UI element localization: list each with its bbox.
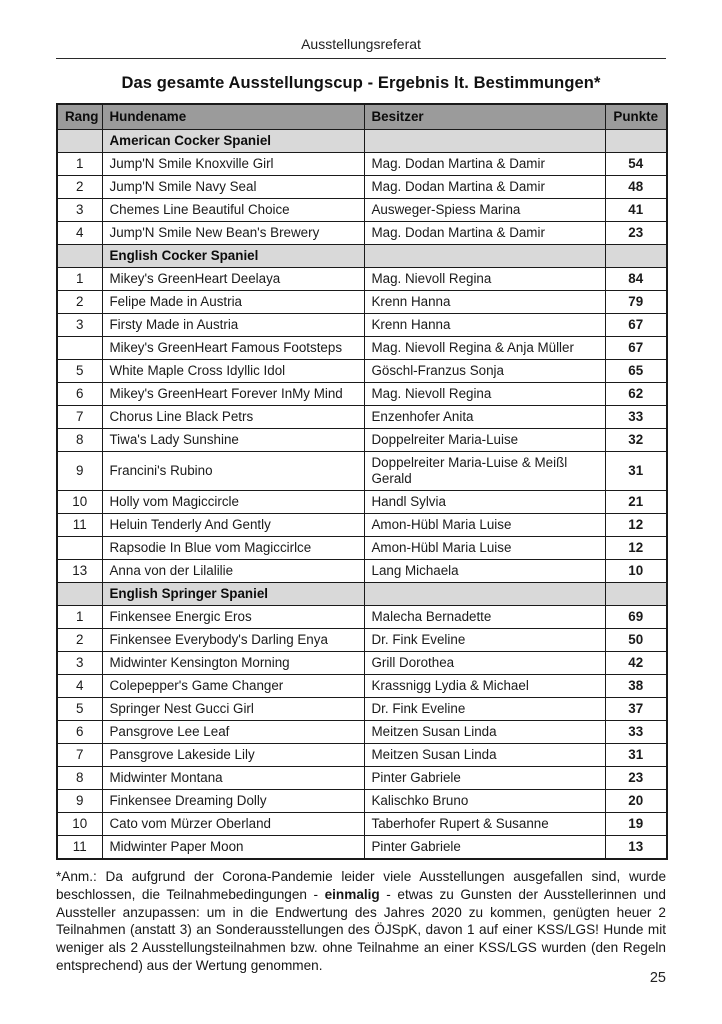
rank-cell: 10 (57, 813, 102, 836)
rank-cell: 10 (57, 491, 102, 514)
rank-cell: 5 (57, 698, 102, 721)
owner-cell: Dr. Fink Eveline (364, 629, 605, 652)
rank-cell: 4 (57, 222, 102, 245)
points-cell: 67 (605, 337, 667, 360)
result-row (57, 199, 667, 222)
owner-cell: Mag. Nievoll Regina (364, 268, 605, 291)
dog-name-cell: Heluin Tenderly And Gently (102, 514, 364, 537)
dog-name-cell: Cato vom Mürzer Oberland (102, 813, 364, 836)
dog-name-cell: Colepepper's Game Changer (102, 675, 364, 698)
points-cell: 23 (605, 767, 667, 790)
dog-name-cell: Finkensee Everybody's Darling Enya (102, 629, 364, 652)
result-row (57, 291, 667, 314)
dog-name-cell: Springer Nest Gucci Girl (102, 698, 364, 721)
points-cell: 67 (605, 314, 667, 337)
section-empty-cell (57, 130, 102, 153)
dog-name-cell: White Maple Cross Idyllic Idol (102, 360, 364, 383)
result-row (57, 176, 667, 199)
result-row (57, 429, 667, 452)
dog-name-cell: Tiwa's Lady Sunshine (102, 429, 364, 452)
rank-cell (57, 537, 102, 560)
dog-name-cell: Firsty Made in Austria (102, 314, 364, 337)
rank-cell: 1 (57, 268, 102, 291)
rank-cell: 9 (57, 452, 102, 491)
owner-cell: Dr. Fink Eveline (364, 698, 605, 721)
points-cell: 79 (605, 291, 667, 314)
result-row (57, 721, 667, 744)
section-empty-cell (364, 245, 605, 268)
points-cell: 32 (605, 429, 667, 452)
section-empty-cell (364, 583, 605, 606)
dog-name-cell: Jump'N Smile Navy Seal (102, 176, 364, 199)
column-header-hundename: Hundename (102, 104, 364, 130)
section-empty-cell (364, 130, 605, 153)
rank-cell: 8 (57, 767, 102, 790)
section-name: American Cocker Spaniel (102, 130, 364, 153)
page-title: Das gesamte Ausstellungscup - Ergebnis lt. Bestimmungen* (121, 74, 601, 92)
section-name: English Cocker Spaniel (102, 245, 364, 268)
result-row (57, 491, 667, 514)
result-row (57, 222, 667, 245)
rank-cell (57, 337, 102, 360)
owner-cell: Mag. Dodan Martina & Damir (364, 153, 605, 176)
section-row-english-springer-spaniel (57, 583, 667, 606)
dog-name-cell: Finkensee Energic Eros (102, 606, 364, 629)
points-cell: 31 (605, 452, 667, 491)
owner-cell: Kalischko Bruno (364, 790, 605, 813)
owner-cell: Krenn Hanna (364, 291, 605, 314)
dog-name-cell: Chorus Line Black Petrs (102, 406, 364, 429)
points-cell: 31 (605, 744, 667, 767)
points-cell: 54 (605, 153, 667, 176)
owner-cell: Göschl-Franzus Sonja (364, 360, 605, 383)
owner-cell: Enzenhofer Anita (364, 406, 605, 429)
result-row (57, 836, 667, 860)
owner-cell: Pinter Gabriele (364, 836, 605, 860)
result-row (57, 537, 667, 560)
dog-name-cell: Felipe Made in Austria (102, 291, 364, 314)
column-header-punkte: Punkte (605, 104, 667, 130)
dog-name-cell: Pansgrove Lakeside Lily (102, 744, 364, 767)
points-cell: 21 (605, 491, 667, 514)
dog-name-cell: Francini's Rubino (102, 452, 364, 491)
owner-cell: Mag. Nievoll Regina & Anja Müller (364, 337, 605, 360)
points-cell: 41 (605, 199, 667, 222)
points-cell: 19 (605, 813, 667, 836)
rank-cell: 4 (57, 675, 102, 698)
rank-cell: 6 (57, 721, 102, 744)
result-row (57, 606, 667, 629)
dog-name-cell: Rapsodie In Blue vom Magiccirlce (102, 537, 364, 560)
footnote (56, 868, 666, 975)
section-name: English Springer Spaniel (102, 583, 364, 606)
owner-cell: Pinter Gabriele (364, 767, 605, 790)
footnote-text-1: *Anm.: Da aufgrund der Corona-Pandemie leider viele Ausstellungen ausgefallen sind, wurde beschlossen, die Teilnahmebedingungen - (56, 869, 666, 902)
dog-name-cell: Chemes Line Beautiful Choice (102, 199, 364, 222)
rank-cell: 1 (57, 606, 102, 629)
owner-cell: Meitzen Susan Linda (364, 744, 605, 767)
owner-cell: Doppelreiter Maria-Luise (364, 429, 605, 452)
section-row-american-cocker-spaniel (57, 130, 667, 153)
points-cell: 37 (605, 698, 667, 721)
section-empty-cell (57, 245, 102, 268)
result-row (57, 698, 667, 721)
points-cell: 42 (605, 652, 667, 675)
result-row (57, 406, 667, 429)
rank-cell: 6 (57, 383, 102, 406)
owner-cell: Taberhofer Rupert & Susanne (364, 813, 605, 836)
section-empty-cell (605, 583, 667, 606)
section-row-english-cocker-spaniel (57, 245, 667, 268)
rank-cell: 7 (57, 406, 102, 429)
results-table (56, 103, 668, 860)
owner-cell: Doppelreiter Maria-Luise & Meißl Gerald (364, 452, 605, 491)
rank-cell: 3 (57, 314, 102, 337)
points-cell: 50 (605, 629, 667, 652)
section-empty-cell (605, 245, 667, 268)
rank-cell: 2 (57, 291, 102, 314)
points-cell: 33 (605, 721, 667, 744)
result-row (57, 268, 667, 291)
dog-name-cell: Midwinter Kensington Morning (102, 652, 364, 675)
results-table-head (57, 104, 667, 130)
dog-name-cell: Mikey's GreenHeart Deelaya (102, 268, 364, 291)
result-row (57, 629, 667, 652)
rank-cell: 2 (57, 629, 102, 652)
points-cell: 12 (605, 537, 667, 560)
points-cell: 20 (605, 790, 667, 813)
rank-cell: 9 (57, 790, 102, 813)
dog-name-cell: Mikey's GreenHeart Forever InMy Mind (102, 383, 364, 406)
owner-cell: Mag. Dodan Martina & Damir (364, 176, 605, 199)
dog-name-cell: Pansgrove Lee Leaf (102, 721, 364, 744)
running-header: Ausstellungsreferat (56, 36, 666, 59)
rank-cell: 3 (57, 199, 102, 222)
owner-cell: Lang Michaela (364, 560, 605, 583)
dog-name-cell: Anna von der Lilalilie (102, 560, 364, 583)
footnote-text-2: - etwas zu Gunsten der Ausstellerinnen und Aussteller anzupassen: um in die Endwertung des Jahres 2020 zu kommen, genügten heuer 2 Teilnahmen (anstatt 3) an Sonderausstellungen des ÖJSpK, davon 1 auf einer KSS/LGS! Hunde mit weniger als 2 Ausstellungsteilnahmen bzw. ohne Teilnahme an einer KSS/LGS wurden (den Regeln entsprechend) aus der Wertung genommen. (56, 886, 666, 973)
owner-cell: Mag. Nievoll Regina (364, 383, 605, 406)
section-empty-cell (57, 583, 102, 606)
dog-name-cell: Midwinter Montana (102, 767, 364, 790)
rank-cell: 11 (57, 836, 102, 860)
rank-cell: 13 (57, 560, 102, 583)
points-cell: 23 (605, 222, 667, 245)
owner-cell: Amon-Hübl Maria Luise (364, 514, 605, 537)
result-row (57, 744, 667, 767)
footnote-bold-word: einmalig (324, 886, 380, 902)
owner-cell: Amon-Hübl Maria Luise (364, 537, 605, 560)
owner-cell: Handl Sylvia (364, 491, 605, 514)
points-cell: 48 (605, 176, 667, 199)
points-cell: 33 (605, 406, 667, 429)
dog-name-cell: Midwinter Paper Moon (102, 836, 364, 860)
result-row (57, 153, 667, 176)
points-cell: 12 (605, 514, 667, 537)
points-cell: 69 (605, 606, 667, 629)
points-cell: 84 (605, 268, 667, 291)
result-row (57, 813, 667, 836)
dog-name-cell: Finkensee Dreaming Dolly (102, 790, 364, 813)
owner-cell: Krassnigg Lydia & Michael (364, 675, 605, 698)
owner-cell: Mag. Dodan Martina & Damir (364, 222, 605, 245)
result-row (57, 514, 667, 537)
rank-cell: 5 (57, 360, 102, 383)
points-cell: 10 (605, 560, 667, 583)
result-row (57, 383, 667, 406)
owner-cell: Malecha Bernadette (364, 606, 605, 629)
result-row (57, 767, 667, 790)
owner-cell: Grill Dorothea (364, 652, 605, 675)
result-row (57, 560, 667, 583)
dog-name-cell: Jump'N Smile New Bean's Brewery (102, 222, 364, 245)
dog-name-cell: Jump'N Smile Knoxville Girl (102, 153, 364, 176)
points-cell: 62 (605, 383, 667, 406)
result-row (57, 360, 667, 383)
rank-cell: 2 (57, 176, 102, 199)
points-cell: 65 (605, 360, 667, 383)
column-header-rang: Rang (57, 104, 102, 130)
page-number: 25 (649, 970, 666, 986)
rank-cell: 3 (57, 652, 102, 675)
owner-cell: Meitzen Susan Linda (364, 721, 605, 744)
results-table-body (57, 130, 667, 860)
points-cell: 13 (605, 836, 667, 860)
header-row (57, 104, 667, 130)
rank-cell: 8 (57, 429, 102, 452)
result-row (57, 337, 667, 360)
section-empty-cell (605, 130, 667, 153)
rank-cell: 7 (57, 744, 102, 767)
result-row (57, 675, 667, 698)
result-row (57, 652, 667, 675)
dog-name-cell: Holly vom Magiccircle (102, 491, 364, 514)
owner-cell: Ausweger-Spiess Marina (364, 199, 605, 222)
result-row (57, 452, 667, 491)
rank-cell: 11 (57, 514, 102, 537)
dog-name-cell: Mikey's GreenHeart Famous Footsteps (102, 337, 364, 360)
rank-cell: 1 (57, 153, 102, 176)
owner-cell: Krenn Hanna (364, 314, 605, 337)
result-row (57, 790, 667, 813)
column-header-besitzer: Besitzer (364, 104, 605, 130)
result-row (57, 314, 667, 337)
points-cell: 38 (605, 675, 667, 698)
